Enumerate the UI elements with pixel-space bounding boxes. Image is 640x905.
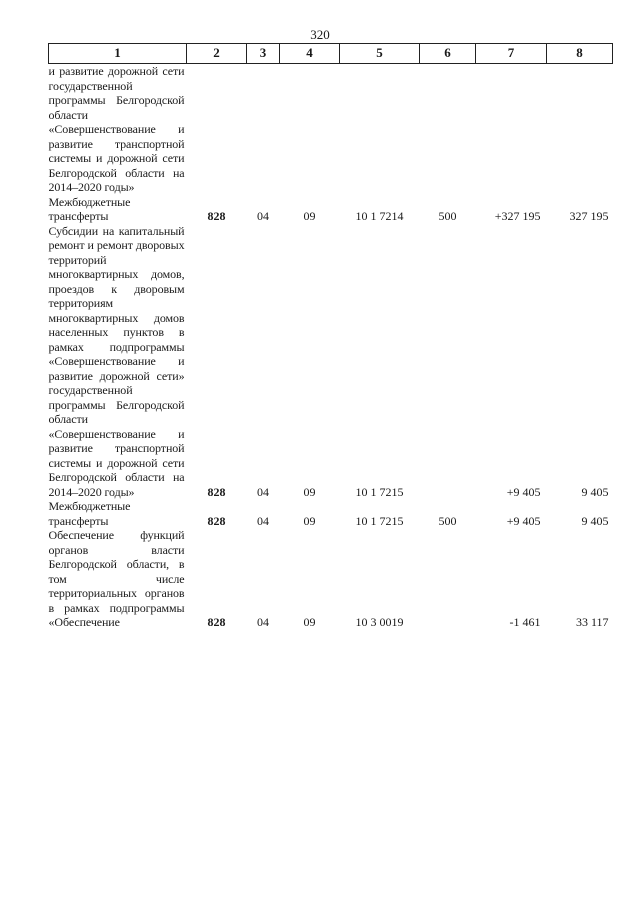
row-code [187, 64, 247, 195]
row-description: Субсидии на капитальный ремонт и ремонт дворовых территорий многоквартирных домов, проездов к дворовым территориям многоквартирных домов населенных пунктов в рамках подпрограммы «Совершенствование и развитие дорожной сети» государственной программы Белгородской области «Совершенствование и развитие транспортной системы и дорожной сети Белгородской области на 2014–2020 годы» [48, 223, 185, 499]
row-expense-type: 500 [438, 209, 457, 223]
row-subsection [280, 64, 340, 195]
row-change [476, 64, 547, 195]
column-header: 2 [187, 44, 247, 64]
row-code: 828 [207, 209, 226, 223]
row-subsection: 09 [303, 513, 316, 528]
row-change: +9 405 [506, 513, 541, 528]
row-total: 9 405 [581, 484, 609, 499]
row-target-article: 10 3 0019 [355, 615, 404, 629]
row-target-article [340, 64, 420, 195]
row-code: 828 [207, 513, 226, 528]
row-total: 9 405 [581, 513, 609, 528]
budget-table [48, 43, 613, 630]
row-target-article: 10 1 7215 [355, 484, 404, 499]
column-header: 6 [420, 44, 476, 64]
row-subsection: 09 [303, 484, 316, 499]
row-expense-type [420, 528, 476, 630]
table-row [49, 528, 613, 630]
column-header: 3 [247, 44, 280, 64]
row-change: -1 461 [509, 615, 541, 629]
row-change: +9 405 [506, 484, 541, 499]
row-expense-type: 500 [438, 513, 457, 528]
row-change: +327 195 [494, 209, 541, 223]
row-total [547, 64, 613, 195]
row-description: Межбюджетные трансферты [48, 194, 131, 223]
row-section [247, 64, 280, 195]
row-section: 04 [257, 513, 269, 528]
row-target-article: 10 1 7215 [355, 513, 404, 528]
row-section: 04 [257, 615, 269, 629]
column-header: 1 [49, 44, 187, 64]
column-header: 5 [340, 44, 420, 64]
row-section: 04 [257, 484, 269, 499]
page-number: 320 [310, 27, 330, 42]
row-code: 828 [207, 615, 226, 629]
row-total: 33 117 [575, 615, 609, 629]
row-expense-type [420, 64, 476, 195]
row-description: и развитие дорожной сети государственной программы Белгородской области «Совершенствование и развитие транспортной системы и дорожной сети Белгородской области на 2014–2020 годы» [48, 64, 185, 194]
row-target-article: 10 1 7214 [355, 209, 404, 223]
column-header: 4 [280, 44, 340, 64]
row-subsection: 09 [303, 209, 316, 223]
table-row [49, 224, 613, 500]
table-row [49, 499, 613, 528]
row-total: 327 195 [569, 209, 609, 223]
row-expense-type [420, 224, 476, 500]
column-header: 8 [547, 44, 613, 64]
table-row [49, 64, 613, 195]
table-row [49, 195, 613, 224]
row-subsection: 09 [303, 615, 316, 629]
row-description: Обеспечение функций органов власти Белгородской области, в том числе территориальных органов в рамках подпрограммы «Обеспечение [48, 528, 185, 629]
row-description: Межбюджетные трансферты [48, 499, 131, 528]
row-section: 04 [257, 209, 269, 223]
table-header-row [49, 44, 613, 64]
column-header: 7 [476, 44, 547, 64]
row-code: 828 [207, 484, 226, 499]
